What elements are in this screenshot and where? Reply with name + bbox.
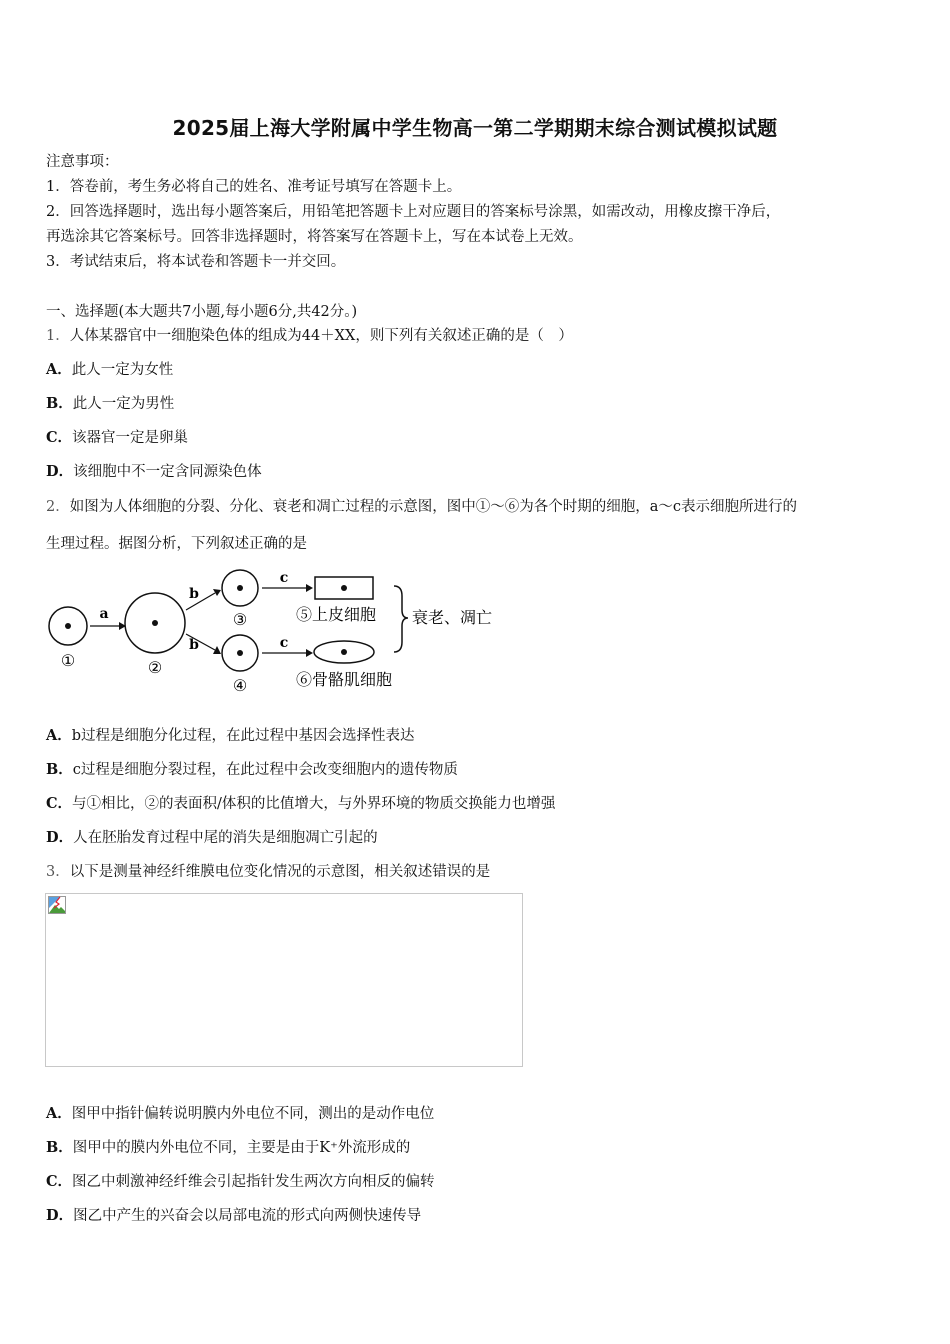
option-letter: C． [46, 795, 73, 812]
question-number: 1． [46, 328, 70, 344]
cell-5-label: ⑤上皮细胞 [296, 605, 377, 624]
option-text: 图乙中刺激神经纤维会引起指针发生两次方向相反的偏转 [72, 1174, 435, 1190]
option-letter: D． [46, 1207, 74, 1224]
option-letter: B． [46, 395, 73, 412]
broken-image-placeholder [45, 893, 523, 1067]
cell-2-label: ② [147, 658, 163, 677]
nucleus [237, 585, 243, 591]
q1-option-b[interactable] [46, 395, 174, 413]
arrow-a-label: a [99, 606, 109, 622]
nucleus [152, 620, 158, 626]
cell-6-label: ⑥骨骼肌细胞 [296, 670, 393, 689]
q3-option-a[interactable] [46, 1105, 434, 1123]
question-1-stem [46, 327, 573, 345]
notice-item-1: 1．答卷前，考生务必将自己的姓名、准考证号填写在答题卡上。 [46, 179, 462, 195]
arrowhead [306, 584, 313, 592]
option-text: 图甲中的膜内外电位不同，主要是由于K⁺外流形成的 [72, 1140, 411, 1156]
option-letter: C． [46, 1173, 73, 1190]
q1-option-a[interactable] [46, 361, 173, 379]
q3-option-d[interactable] [46, 1207, 421, 1225]
option-letter: D． [46, 829, 74, 846]
cell-3-label: ③ [232, 610, 248, 629]
option-letter: B． [46, 1139, 73, 1156]
option-text: 该器官一定是卵巢 [72, 430, 189, 446]
bracket-label: 衰老、凋亡 [412, 608, 493, 627]
option-text: c过程是细胞分裂过程，在此过程中会改变细胞内的遗传物质 [72, 762, 458, 778]
option-text: b过程是细胞分化过程，在此过程中基因会选择性表达 [71, 728, 415, 744]
option-text: 此人一定为男性 [72, 396, 175, 412]
notice-item-3: 3．考试结束后，将本试卷和答题卡一并交回。 [46, 254, 346, 270]
option-letter: A． [46, 1105, 72, 1122]
nucleus [237, 650, 243, 656]
cell-1-label: ① [60, 651, 76, 670]
q1-option-c[interactable] [46, 429, 188, 447]
q1-option-d[interactable] [46, 463, 262, 481]
curly-brace [394, 586, 408, 652]
cell-process-diagram [44, 560, 514, 700]
question-2-stem-cont: 生理过程。据图分析，下列叙述正确的是 [46, 536, 307, 552]
option-text: 人在胚胎发育过程中尾的消失是细胞凋亡引起的 [73, 830, 378, 846]
arrow-b-upper-label: b [189, 586, 199, 602]
option-letter: A． [46, 361, 72, 378]
arrow-b-lower-label: b [189, 637, 199, 653]
notice-item-2: 2．回答选择题时，选出每小题答案后，用铅笔把答题卡上对应题目的答案标号涂黑，如需改动，用橡皮擦干净后， [46, 204, 781, 220]
cell-4-label: ④ [232, 676, 248, 695]
notice-item-2-cont: 再选涂其它答案标号。回答非选择题时，将答案写在答题卡上，写在本试卷上无效。 [46, 229, 583, 245]
option-text: 该细胞中不一定含同源染色体 [73, 464, 262, 480]
option-letter: A． [46, 727, 72, 744]
nucleus [341, 649, 347, 655]
q3-option-c[interactable] [46, 1173, 435, 1191]
option-text: 与①相比，②的表面积/体积的比值增大，与外界环境的物质交换能力也增强 [72, 796, 556, 812]
page-title: 2025届上海大学附属中学生物高一第二学期期末综合测试模拟试题 [172, 116, 778, 140]
question-number: 3． [46, 864, 70, 880]
q2-option-b[interactable] [46, 761, 458, 779]
question-2-stem [46, 498, 797, 516]
notice-heading: 注意事项： [46, 154, 119, 170]
q3-option-b[interactable] [46, 1139, 410, 1157]
section-heading: 一、选择题(本大题共7小题,每小题6分,共42分。) [46, 304, 358, 320]
arrow-c-upper-label: c [279, 570, 289, 586]
nucleus [341, 585, 347, 591]
question-number: 2． [46, 499, 70, 515]
q2-option-d[interactable] [46, 829, 378, 847]
option-letter: B． [46, 761, 73, 778]
question-3-stem [46, 863, 490, 881]
arrow-c-lower-label: c [279, 635, 289, 651]
q2-option-a[interactable] [46, 727, 415, 745]
nucleus [65, 623, 71, 629]
option-letter: D． [46, 463, 74, 480]
arrowhead [306, 649, 313, 657]
arrowhead [213, 589, 221, 596]
question-text: 人体某器官中一细胞染色体的组成为44＋XX，则下列有关叙述正确的是（ ） [69, 328, 573, 344]
question-text: 如图为人体细胞的分裂、分化、衰老和凋亡过程的示意图，图中①～⑥为各个时期的细胞，a～c表示细胞所进行的 [69, 499, 797, 515]
broken-image-icon [48, 896, 66, 914]
q2-option-c[interactable] [46, 795, 555, 813]
option-text: 此人一定为女性 [71, 362, 174, 378]
option-text: 图甲中指针偏转说明膜内外电位不同，测出的是动作电位 [71, 1106, 435, 1122]
option-letter: C． [46, 429, 73, 446]
question-text: 以下是测量神经纤维膜电位变化情况的示意图，相关叙述错误的是 [69, 864, 491, 880]
option-text: 图乙中产生的兴奋会以局部电流的形式向两侧快速传导 [73, 1208, 422, 1224]
